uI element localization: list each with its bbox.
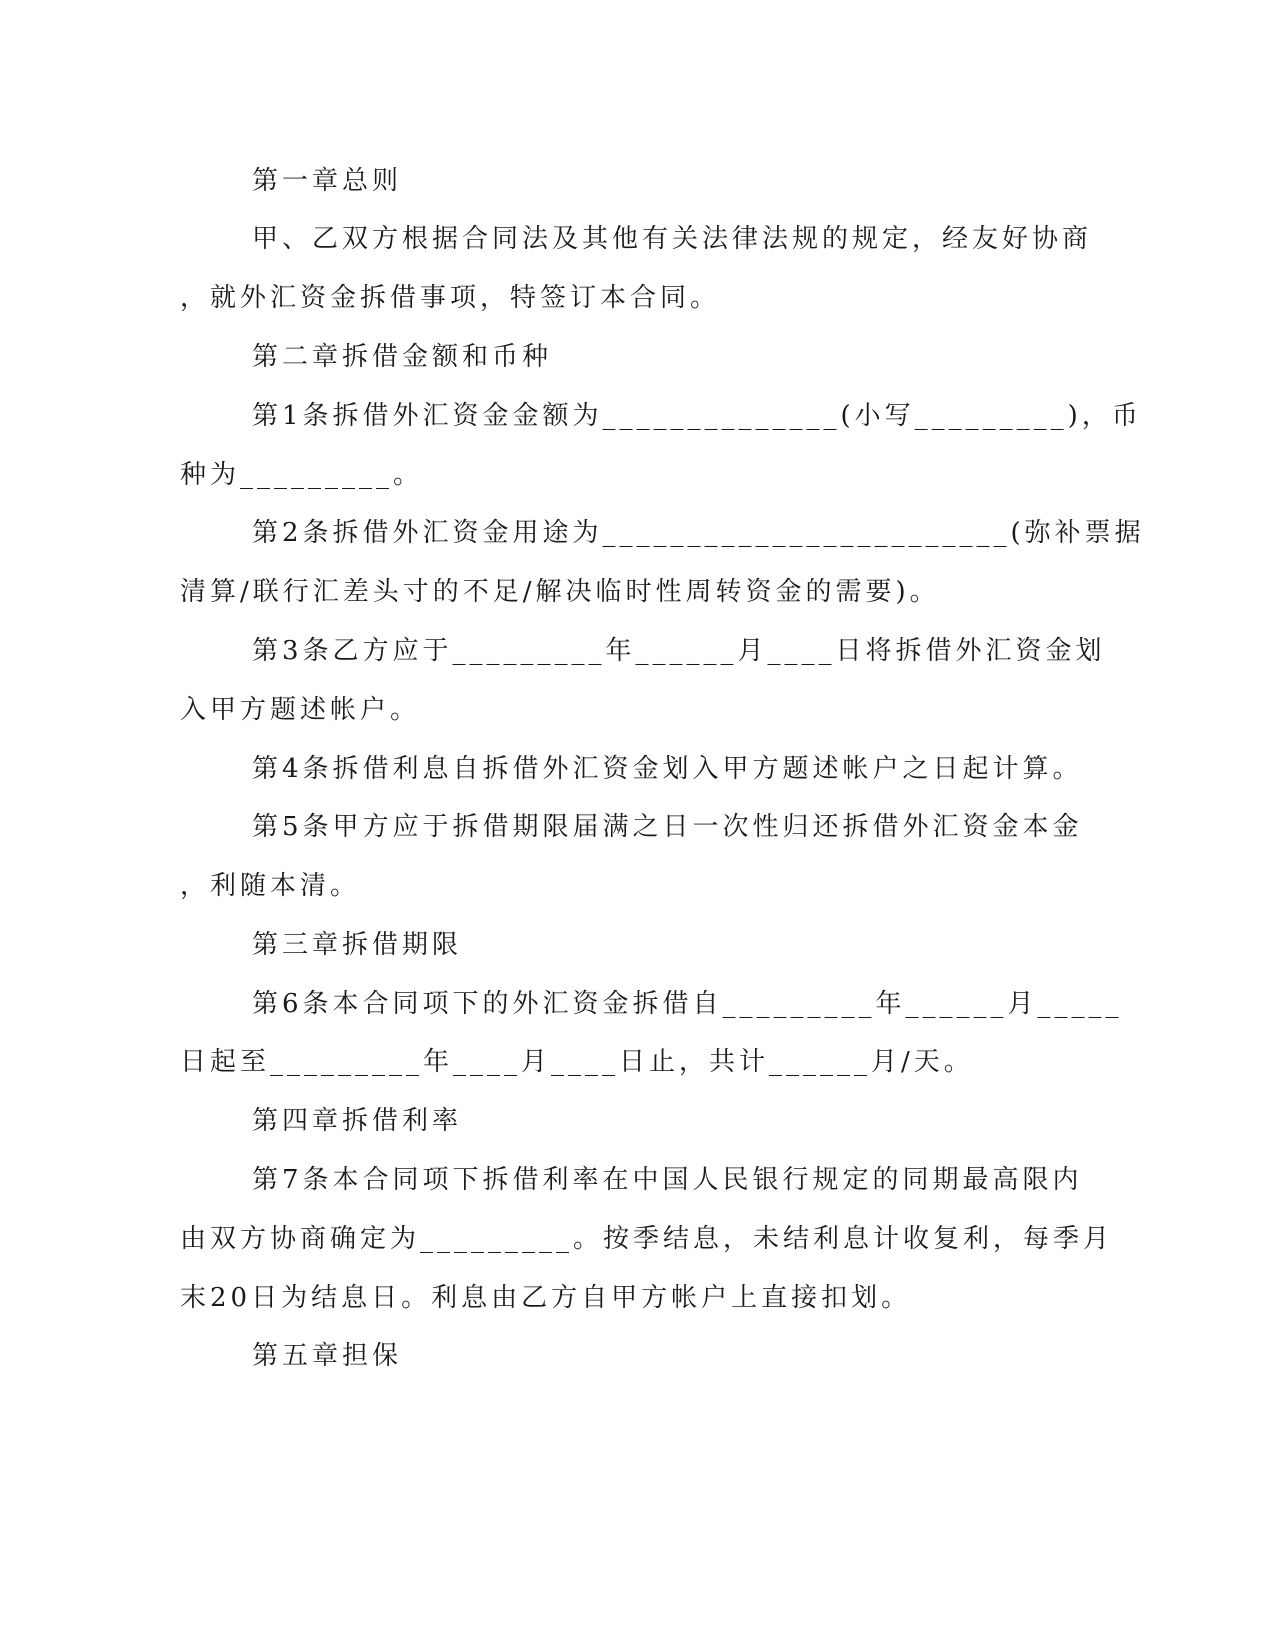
article-2-line-2: 清算/联行汇差头寸的不足/解决临时性周转资金的需要)。 [180, 577, 940, 607]
article-2-line-1: 第2条拆借外汇资金用途为________________________(弥补票据 [252, 518, 1145, 548]
article-3-line-1: 第3条乙方应于_________年______月____日将拆借外汇资金划 [252, 636, 1106, 666]
chapter-5-heading: 第五章担保 [252, 1341, 403, 1371]
article-5-line-2: ，利随本清。 [180, 871, 361, 901]
article-5-line-1: 第5条甲方应于拆借期限届满之日一次性归还拆借外汇资金本金 [252, 812, 1083, 842]
chapter-4-heading: 第四章拆借利率 [252, 1106, 463, 1136]
chapter-1-heading: 第一章总则 [252, 166, 403, 196]
preamble-line-2: ，就外汇资金拆借事项，特签订本合同。 [180, 283, 721, 313]
article-1-line-1: 第1条拆借外汇资金金额为______________(小写_________)，币 [252, 401, 1142, 431]
chapter-3-heading: 第三章拆借期限 [252, 930, 463, 960]
article-3-line-2: 入甲方题述帐户。 [180, 695, 421, 725]
preamble-line-1: 甲、乙双方根据合同法及其他有关法律法规的规定，经友好协商 [252, 224, 1093, 254]
article-6-line-1: 第6条本合同项下的外汇资金拆借自_________年______月_____ [252, 989, 1123, 1019]
article-6-line-2: 日起至_________年____月____日止，共计______月/天。 [180, 1047, 974, 1077]
article-4-line-1: 第4条拆借利息自拆借外汇资金划入甲方题述帐户之日起计算。 [252, 754, 1083, 784]
article-7-line-1: 第7条本合同项下拆借利率在中国人民银行规定的同期最高限内 [252, 1165, 1083, 1195]
article-7-line-3: 末20日为结息日。利息由乙方自甲方帐户上直接扣划。 [180, 1283, 912, 1313]
article-1-line-2: 种为_________。 [180, 460, 424, 490]
article-7-line-2: 由双方协商确定为_________。按季结息，未结利息计收复利，每季月 [180, 1224, 1114, 1254]
chapter-2-heading: 第二章拆借金额和币种 [252, 342, 553, 372]
